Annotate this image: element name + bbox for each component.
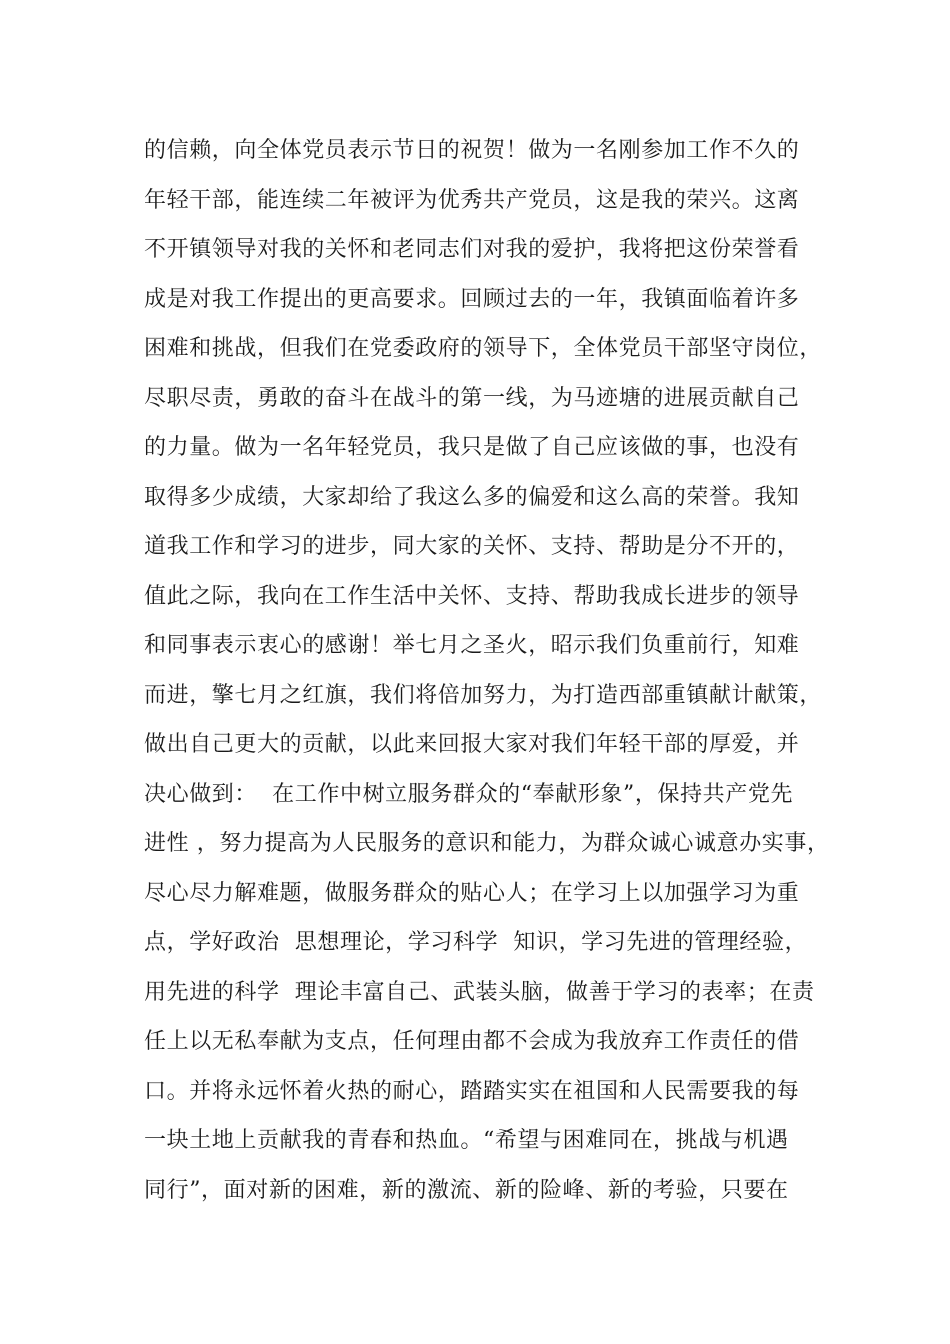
text-line: 尽职尽责，勇敢的奋斗在战斗的第一线，为马迹塘的进展贡献自己 xyxy=(144,385,800,411)
text-line: 成是对我工作提出的更高要求。回顾过去的一年，我镇面临着许多 xyxy=(144,286,800,312)
text-line: 而进，擎七月之红旗，我们将倍加努力，为打造西部重镇献计献策， xyxy=(144,682,823,708)
text-line: 道我工作和学习的进步，同大家的关怀、支持、帮助是分不开的， xyxy=(144,534,800,559)
text-line: 的信赖，向全体党员表示节日的祝贺！做为一名刚参加工作不久的 xyxy=(144,138,800,163)
text-line: 做出自己更大的贡献，以此来回报大家对我们年轻干部的厚爱，并 xyxy=(144,732,800,757)
text-line: 尽心尽力解难题，做服务群众的贴心人；在学习上以加强学习为重 xyxy=(144,880,800,906)
text-line: 口。并将永远怀着火热的耐心，踏踏实实在祖国和人民需要我的每 xyxy=(144,1078,800,1104)
body-text xyxy=(144,133,844,1222)
text-line: 取得多少成绩，大家却给了我这么多的偏爱和这么高的荣誉。我知 xyxy=(144,484,800,510)
text-line: 同行”，面对新的困难，新的激流、新的险峰、新的考验，只要在 xyxy=(144,1177,789,1203)
text-line: 任上以无私奉献为支点，任何理由都不会成为我放弃工作责任的借 xyxy=(144,1029,800,1054)
text-line: 一块土地上贡献我的青春和热血。“希望与困难同在，挑战与机遇 xyxy=(144,1128,789,1153)
text-line: 进性 ，努力提高为人民服务的意识和能力，为群众诚心诚意办实事， xyxy=(144,831,830,856)
text-line: 不开镇领导对我的关怀和老同志们对我的爱护，我将把这份荣誉看 xyxy=(144,237,800,262)
text-line: 和同事表示衷心的感谢！举七月之圣火，昭示我们负重前行，知难 xyxy=(144,633,800,658)
text-line: 年轻干部，能连续二年被评为优秀共产党员，这是我的荣兴。这离 xyxy=(144,187,800,213)
text-line: 的力量。做为一名年轻党员，我只是做了自己应该做的事，也没有 xyxy=(144,435,800,460)
text-line: 困难和挑战，但我们在党委政府的领导下，全体党员干部坚守岗位， xyxy=(144,336,823,361)
text-line: 点，学好政治 思想理论，学习科学 知识，学习先进的管理经验， xyxy=(144,930,808,955)
text-line: 决心做到： 在工作中树立服务群众的“奉献形象”，保持共产党先 xyxy=(144,781,794,807)
text-line: 值此之际，我向在工作生活中关怀、支持、帮助我成长进步的领导 xyxy=(144,583,800,609)
text-line: 用先进的科学 理论丰富自己、武装头脑，做善于学习的表率；在责 xyxy=(144,979,815,1005)
